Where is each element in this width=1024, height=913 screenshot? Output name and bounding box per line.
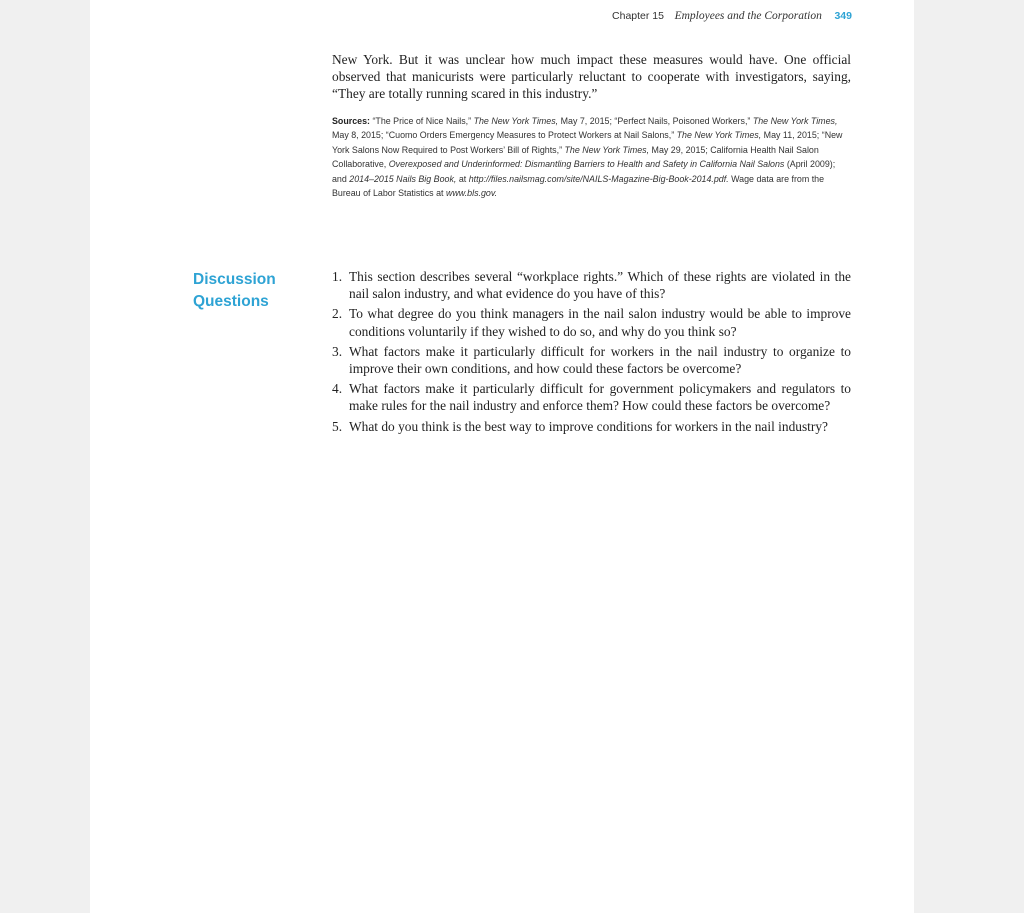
source-text: May 11, 2015; “New York Salons Now Required to Post Workers’ Bill of Rights,” — [332, 130, 843, 155]
source-publication: The New York Times, — [564, 144, 650, 155]
source-url: www.bls.gov. — [445, 188, 498, 199]
source-text: “The Price of Nice Nails,” — [372, 116, 474, 126]
source-text: May 29, 2015; California Health Nail Salon Collaborative, — [332, 144, 819, 170]
question-text: What factors make it particularly difficult for government policymakers and regulators to make rules for the nail industry and enforce them? How could these factors be overcome? — [349, 381, 851, 414]
question-list — [332, 268, 851, 438]
heading-line: Questions — [193, 292, 269, 310]
source-text: May 7, 2015; “Perfect Nails, Poisoned Workers,” — [558, 116, 753, 126]
question-number: 5. — [332, 418, 343, 434]
intro-paragraph: New York. But it was unclear how much impact these measures would have. One official observed that manicurists were particularly reluctant to cooperate with investigators, saying, “They are totally running scared in this industry.” — [332, 52, 851, 102]
source-book-title: 2014–2015 Nails Big Book, — [349, 173, 457, 184]
question-number: 4. — [332, 381, 343, 397]
question-item — [332, 380, 851, 414]
chapter-label: Chapter 15 — [612, 10, 664, 22]
source-text: (April 2009); and — [332, 159, 836, 184]
source-text: May 8, 2015; “Cuomo Orders Emergency Measures to Protect Workers at Nail Salons,” — [332, 130, 677, 141]
source-publication: The New York Times, — [473, 116, 559, 126]
running-header — [612, 10, 852, 22]
question-number: 2. — [332, 306, 343, 322]
question-number: 3. — [332, 343, 343, 359]
heading-line: Discussion — [193, 271, 276, 288]
question-item — [332, 305, 851, 339]
question-text: To what degree do you think managers in the nail salon industry would be able to improve conditions voluntarily if they wished to do so, and why do you think so? — [349, 306, 851, 339]
source-text: at — [456, 173, 469, 184]
source-publication: The New York Times, — [676, 130, 762, 141]
question-number: 1. — [332, 269, 343, 284]
source-url: http://files.nailsmag.com/site/NAILS-Magazine-Big-Book-2014.pdf. — [468, 173, 729, 184]
source-report-title: Overexposed and Underinformed: Dismantling Barriers to Health and Safety in California Nail Salons — [388, 159, 785, 170]
source-text: Wage data are from the Bureau of Labor Statistics at — [332, 173, 825, 199]
sources-note — [332, 114, 851, 200]
question-item — [332, 418, 851, 435]
question-text: What do you think is the best way to improve conditions for workers in the nail industry? — [349, 418, 829, 434]
question-text: What factors make it particularly difficult for workers in the nail industry to organize to improve their own conditions, and how could these factors be overcome? — [349, 343, 851, 377]
chapter-title: Employees and the Corporation — [674, 10, 822, 22]
question-item — [332, 343, 851, 377]
discussion-questions-heading — [193, 269, 276, 312]
document-page — [90, 0, 914, 913]
source-publication: The New York Times, — [752, 116, 838, 126]
question-text: This section describes several “workplace rights.” Which of these rights are violated in the nail salon industry, and what evidence do you have of this? — [349, 269, 851, 302]
question-item — [332, 268, 851, 302]
page-number: 349 — [834, 10, 852, 22]
sources-label: Sources: — [332, 116, 370, 126]
